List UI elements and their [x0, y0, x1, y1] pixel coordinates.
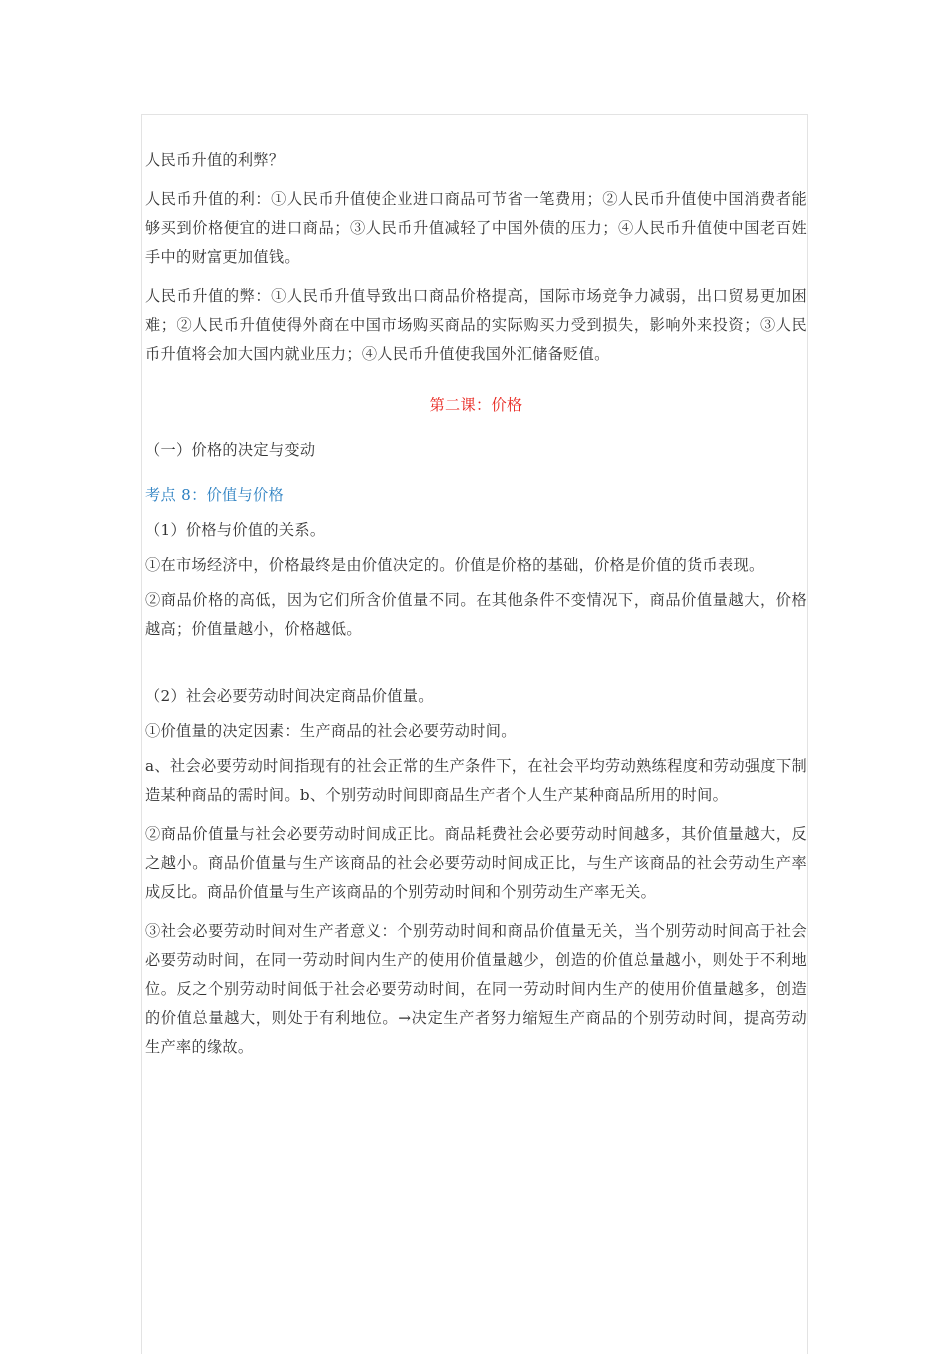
- paragraph-labor-time-3: ②商品价值量与社会必要劳动时间成正比。商品耗费社会必要劳动时间越多，其价值量越大，反之越小。商品价值量与生产该商品的社会必要劳动时间成正比，与生产该商品的社会劳动生产率成反比。商品价值量与生产该商品的个别劳动时间和个别劳动生产率无关。: [145, 825, 807, 901]
- section-heading: （一）价格的决定与变动: [145, 441, 316, 459]
- paragraph-price-value-2: ②商品价格的高低，因为它们所含价值量不同。在其他条件不变情况下，商品价值量越大，价格越高；价值量越小，价格越低。: [145, 591, 807, 638]
- lesson-title: 第二课：价格: [429, 396, 523, 414]
- paragraph-labor-time-2: a、社会必要劳动时间指现有的社会正常的生产条件下，在社会平均劳动熟练程度和劳动强度下制造某种商品的需时间。b、个别劳动时间即商品生产者个人生产某种商品所用的时间。: [145, 757, 807, 804]
- paragraph-labor-time-1: ①价值量的决定因素：生产商品的社会必要劳动时间。: [145, 722, 517, 740]
- subheading-labor-time: （2）社会必要劳动时间决定商品价值量。: [145, 687, 434, 705]
- pros-paragraph: 人民币升值的利：①人民币升值使企业进口商品可节省一笔费用；②人民币升值使中国消费者能够买到价格便宜的进口商品；③人民币升值减轻了中国外债的压力；④人民币升值使中国老百姓手中的财富更加值钱。: [145, 190, 807, 266]
- question-title: 人民币升值的利弊？: [145, 151, 285, 169]
- subheading-price-value: （1）价格与价值的关系。: [145, 521, 326, 539]
- cons-paragraph: 人民币升值的弊：①人民币升值导致出口商品价格提高，国际市场竞争力减弱，出口贸易更加困难；②人民币升值使得外商在中国市场购买商品的实际购买力受到损失，影响外来投资；③人民币升值将会加大国内就业压力；④人民币升值使我国外汇储备贬值。: [145, 287, 807, 363]
- document-body: [145, 146, 807, 1062]
- topic-heading: 考点 8：价值与价格: [145, 486, 284, 504]
- paragraph-labor-time-4: ③社会必要劳动时间对生产者意义：个别劳动时间和商品价值量无关，当个别劳动时间高于社会必要劳动时间，在同一劳动时间内生产的使用价值量越少，创造的价值总量越小，则处于不利地位。反之个别劳动时间低于社会必要劳动时间，在同一劳动时间内生产的使用价值量越多，创造的价值总量越大，则处于有利地位。→决定生产者努力缩短生产商品的个别劳动时间，提高劳动生产率的缘故。: [145, 922, 807, 1056]
- paragraph-price-value-1: ①在市场经济中，价格最终是由价值决定的。价值是价格的基础，价格是价值的货币表现。: [145, 556, 765, 574]
